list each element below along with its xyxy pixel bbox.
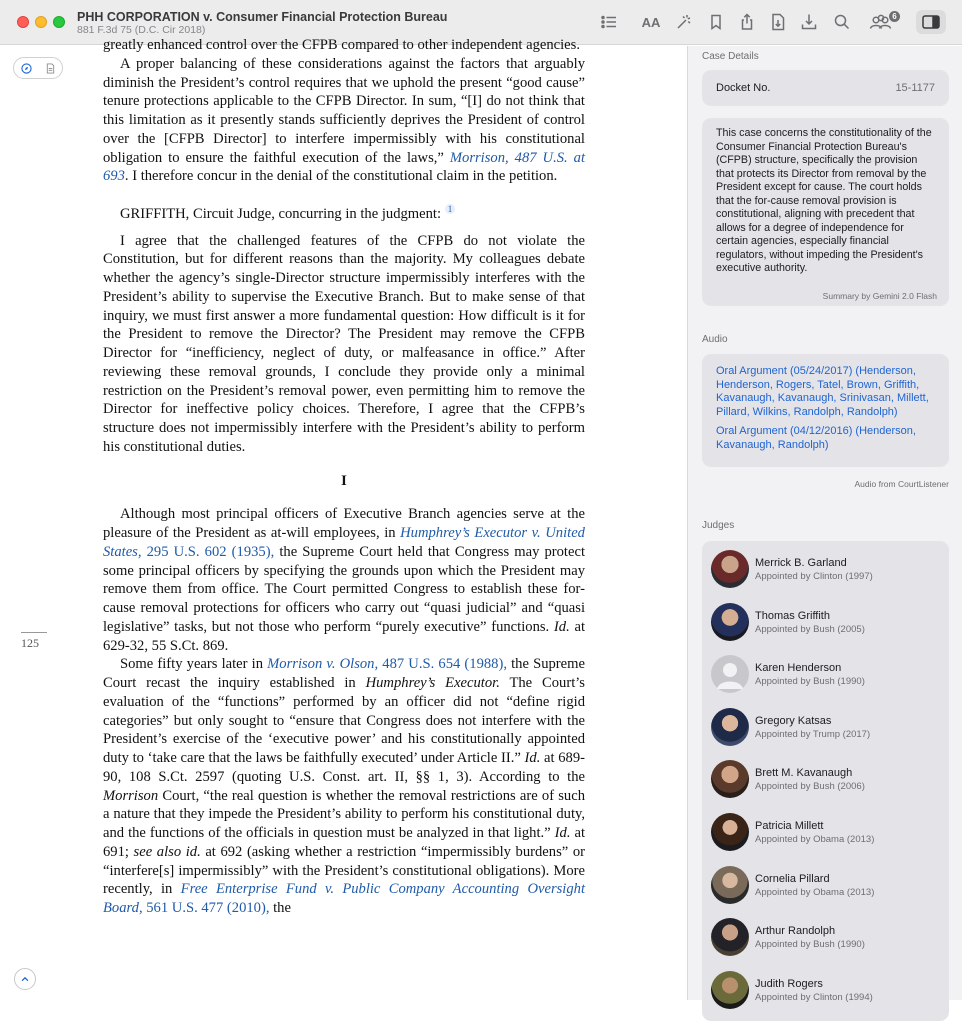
judges-list bbox=[702, 541, 949, 1021]
judge-avatar bbox=[711, 603, 749, 641]
citation-link[interactable]: Humphrey’s Executor v. United States, 295 U.S. 602 (1935), bbox=[103, 525, 585, 560]
footnote-ref[interactable]: 1 bbox=[445, 204, 456, 214]
judge-appointed: Appointed by Obama (2013) bbox=[755, 833, 875, 845]
audio-link[interactable]: Oral Argument (04/12/2016) (Henderson, Kavanaugh, Randolph) bbox=[716, 425, 916, 451]
share-icon[interactable] bbox=[736, 11, 758, 33]
download-icon[interactable] bbox=[798, 11, 820, 33]
citation-link[interactable]: Morrison, 487 U.S. at 693 bbox=[103, 149, 585, 185]
concurrence-heading: GRIFFITH, Circuit Judge, concurring in the judgment: $^1$ bbox=[103, 200, 585, 224]
opinion-text bbox=[103, 36, 585, 918]
close-window-button[interactable] bbox=[17, 16, 29, 28]
judge-item[interactable] bbox=[702, 810, 949, 863]
judge-avatar bbox=[711, 866, 749, 904]
case-summary: This case concerns the constitutionality of the Consumer Financial Protection Bureau's (CFPB) structure, specifically the provision that protects its Director from removal by the President except for cause. The court holds that the for-cause removal provision is constitutional, aligning with precedent that allows for a degree of independence for certain agencies, especially financial regulators, without impeding the President's executive authority. bbox=[716, 127, 932, 274]
judge-item[interactable] bbox=[702, 863, 949, 916]
judge-name: Karen Henderson bbox=[755, 662, 842, 675]
summary-credit: Summary by Gemini 2.0 Flash bbox=[822, 291, 937, 301]
compass-icon[interactable] bbox=[14, 58, 38, 78]
person-placeholder-icon bbox=[711, 655, 749, 693]
citation-link[interactable]: Morrison v. Olson, 487 U.S. 654 (1988), bbox=[267, 656, 507, 673]
judge-item[interactable] bbox=[702, 547, 949, 600]
summary-card bbox=[702, 118, 949, 306]
judge-avatar bbox=[711, 971, 749, 1009]
judge-name: Gregory Katsas bbox=[755, 714, 832, 727]
judge-item[interactable] bbox=[702, 705, 949, 758]
zoom-window-button[interactable] bbox=[53, 16, 65, 28]
bookmark-icon[interactable] bbox=[705, 11, 727, 33]
export-document-icon[interactable] bbox=[767, 11, 789, 33]
judge-name: Arthur Randolph bbox=[755, 925, 836, 938]
chevron-up-icon bbox=[20, 974, 30, 984]
search-icon[interactable] bbox=[831, 11, 853, 33]
reader-mode-toggle[interactable] bbox=[13, 57, 63, 79]
judge-appointed: Appointed by Clinton (1994) bbox=[755, 991, 873, 1003]
judge-item[interactable] bbox=[702, 757, 949, 810]
judge-item[interactable] bbox=[702, 652, 949, 705]
judge-appointed: Appointed by Bush (1990) bbox=[755, 939, 865, 951]
audio-link[interactable]: Oral Argument (05/24/2017) (Henderson, Henderson, Rogers, Tatel, Brown, Griffith, Kavanaugh, Kavanaugh, Srinivasan, Millett, Pillard, Wilkins, Randolph, Randolph) bbox=[716, 365, 929, 418]
list-icon[interactable] bbox=[598, 11, 620, 33]
paragraph: greatly enhanced control over the CFPB compared to other independent agencies. bbox=[103, 37, 580, 53]
judge-appointed: Appointed by Obama (2013) bbox=[755, 886, 875, 898]
judge-name: Cornelia Pillard bbox=[755, 872, 830, 885]
paragraph: Some fifty years later in Morrison v. Olson, 487 U.S. 654 (1988), the Supreme Court recast the inquiry established in Humphrey’s Executor. The Court’s evaluation of the “functions” performed by an officer did not “define rigid categories” but only sought to “ensure that Congress does not interfere with the President’s exercise of the ‘executive power’ and his constitutionally appointed duty to ‘take care that the laws be faithfully executed’ under Article II.” Id. at 689-90, 108 S.Ct. 2597 (quoting U.S. Const. art. II, §§ 1, 3). According to the Morrison Court, “the real question is whether the removal restrictions are of such a nature that they impede the President’s ability to perform his constitutional duty, and the functions of the officials in question must be analyzed in that light.” Id. at 691; see also id. at 692 (asking whether a restriction “impermissibly burdens” or “interfere[s] impermissibly” with the President’s constitutional obligations). More recently, in Free Enterprise Fund v. Public Company Accounting Oversight Board, 561 U.S. 477 (2010), the bbox=[103, 656, 586, 917]
window-subtitle: 881 F.3d 75 (D.C. Cir 2018) bbox=[77, 24, 206, 36]
judges-title: Judges bbox=[702, 520, 735, 531]
audio-card bbox=[702, 354, 949, 467]
judge-name: Brett M. Kavanaugh bbox=[755, 767, 853, 780]
judge-name: Judith Rogers bbox=[755, 977, 823, 990]
judge-name: Patricia Millett bbox=[755, 819, 824, 832]
judge-item[interactable] bbox=[702, 600, 949, 653]
judge-item[interactable] bbox=[702, 968, 949, 1021]
judge-appointed: Appointed by Clinton (1997) bbox=[755, 571, 873, 582]
judge-avatar bbox=[711, 813, 749, 851]
participants-badge: 6 bbox=[889, 11, 900, 22]
judge-name: Merrick B. Garland bbox=[755, 557, 847, 569]
case-details-title: Case Details bbox=[702, 51, 759, 62]
judge-appointed: Appointed by Bush (1990) bbox=[755, 676, 865, 688]
judge-avatar bbox=[711, 918, 749, 956]
paragraph: A proper balancing of these considerations against the factors that arguably diminish the President’s control requires that we uphold the present “good cause” tenure protections applicable to the CFPB Director. In sum, “[I] do not think that this limitation as it presently stands sufficiently deprives the President of control over the [CFPB Director] to interfere impermissibly with his constitutional obligation to ensure the faithful execution of the laws,” Morrison, 487 U.S. at 693. I therefore concur in the denial of the constitutional claim in the petition. bbox=[103, 55, 585, 185]
judge-name: Thomas Griffith bbox=[755, 609, 830, 622]
scroll-to-top-button[interactable] bbox=[14, 968, 36, 990]
window-title: PHH CORPORATION v. Consumer Financial Protection Bureau bbox=[77, 10, 448, 24]
magic-wand-icon[interactable] bbox=[673, 11, 695, 33]
judge-appointed: Appointed by Bush (2006) bbox=[755, 781, 865, 793]
audio-title: Audio bbox=[702, 334, 728, 345]
sidebar-toggle-icon[interactable] bbox=[916, 10, 946, 34]
paragraph: I agree that the challenged features of the CFPB do not violate the Constitution, but for different reasons than the majority. My colleagues debate whether the agency’s single-Director structure impermissibly interferes with the President’s ability to supervise the Executive Branch. But to make sense of that inquiry, we must first answer a more fundamental question: How difficult is it for the President to remove the Director? The President may remove the CFPB Director for “inefficiency, neglect of duty, or malfeasance in office.” After reviewing these removal grounds, I conclude they provide only a minimal restriction on the President’s removal power, even permitting him to remove the Director for ineffective policy choices. Therefore, I agree that the CFPB’s structure does not impermissibly interfere with the President’s ability to perform his constitutional duties. bbox=[103, 232, 585, 455]
docket-label: Docket No. bbox=[716, 82, 771, 94]
judge-avatar bbox=[711, 550, 749, 588]
judge-appointed: Appointed by Bush (2005) bbox=[755, 623, 865, 635]
judge-avatar bbox=[711, 760, 749, 798]
citation-link[interactable]: Free Enterprise Fund v. Public Company Accounting Oversight Board, 561 U.S. 477 (2010), bbox=[103, 881, 586, 917]
docket-card bbox=[702, 70, 949, 106]
document-icon[interactable] bbox=[38, 58, 62, 78]
judge-appointed: Appointed by Trump (2017) bbox=[755, 728, 871, 740]
text-size-icon[interactable]: AA bbox=[641, 14, 661, 30]
judge-item[interactable] bbox=[702, 915, 949, 968]
opinion-reader[interactable] bbox=[0, 37, 686, 1000]
docket-value: 15-1177 bbox=[895, 82, 935, 94]
paragraph: Although most principal officers of Executive Branch agencies serve at the pleasure of the President as at-will employees, in Humphrey’s Executor v. United States, 295 U.S. 602 (1935), the Supreme Court held that Congress may protect some principal officers by specifying the grounds upon which the President may remove them from office. The Court permitted Congress to establish these for-cause removal protections for officers who carry out “quasi judicial” and “quasi legislative” tasks, but not those who perform “purely executive” functions. Id. at 629-32, 55 S.Ct. 869. bbox=[103, 506, 585, 654]
page-number-marker: 125 bbox=[21, 632, 47, 651]
case-details-sidebar[interactable] bbox=[687, 46, 962, 1003]
audio-credit: Audio from CourtListener bbox=[854, 479, 949, 489]
section-heading: I bbox=[341, 472, 347, 489]
judge-avatar bbox=[711, 708, 749, 746]
minimize-window-button[interactable] bbox=[35, 16, 47, 28]
